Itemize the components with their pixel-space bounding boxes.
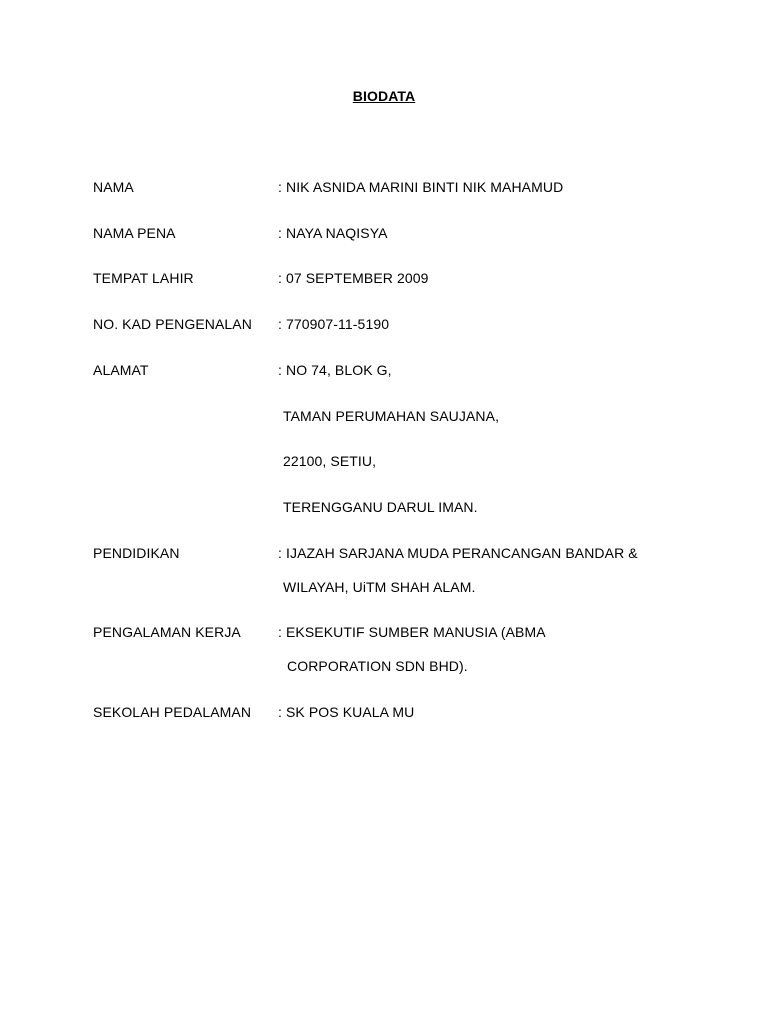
field-label-nama: NAMA: [93, 179, 134, 195]
field-value-tempat-lahir: : 07 SEPTEMBER 2009: [278, 270, 429, 286]
field-value-no-kad-pengenalan: : 770907-11-5190: [278, 316, 390, 332]
field-label-nama-pena: NAMA PENA: [93, 225, 176, 241]
document-title: BIODATA: [352, 88, 416, 104]
field-label-pendidikan: PENDIDIKAN: [93, 545, 180, 561]
field-label-tempat-lahir: TEMPAT LAHIR: [93, 270, 194, 286]
field-value-pendidikan-line-2: WILAYAH, UiTM SHAH ALAM.: [283, 579, 476, 595]
field-value-nama-pena: : NAYA NAQISYA: [278, 225, 388, 241]
field-value-alamat-line-4: TERENGGANU DARUL IMAN.: [283, 499, 478, 515]
field-value-nama: : NIK ASNIDA MARINI BINTI NIK MAHAMUD: [278, 179, 564, 195]
field-value-pengalaman-kerja: : EKSEKUTIF SUMBER MANUSIA (ABMA: [278, 624, 546, 640]
field-value-pengalaman-kerja-line-2: CORPORATION SDN BHD).: [287, 658, 468, 674]
field-value-sekolah-pedalaman: : SK POS KUALA MU: [278, 704, 415, 720]
field-label-sekolah-pedalaman: SEKOLAH PEDALAMAN: [93, 704, 252, 720]
field-value-pendidikan: : IJAZAH SARJANA MUDA PERANCANGAN BANDAR &: [278, 545, 638, 561]
field-label-no-kad-pengenalan: NO. KAD PENGENALAN: [93, 316, 252, 332]
field-value-alamat-line-2: TAMAN PERUMAHAN SAUJANA,: [283, 408, 500, 424]
field-value-alamat-line-3: 22100, SETIU,: [283, 453, 377, 469]
field-value-alamat: : NO 74, BLOK G,: [278, 362, 392, 378]
field-label-pengalaman-kerja: PENGALAMAN KERJA: [93, 624, 241, 640]
field-label-alamat: ALAMAT: [93, 362, 149, 378]
